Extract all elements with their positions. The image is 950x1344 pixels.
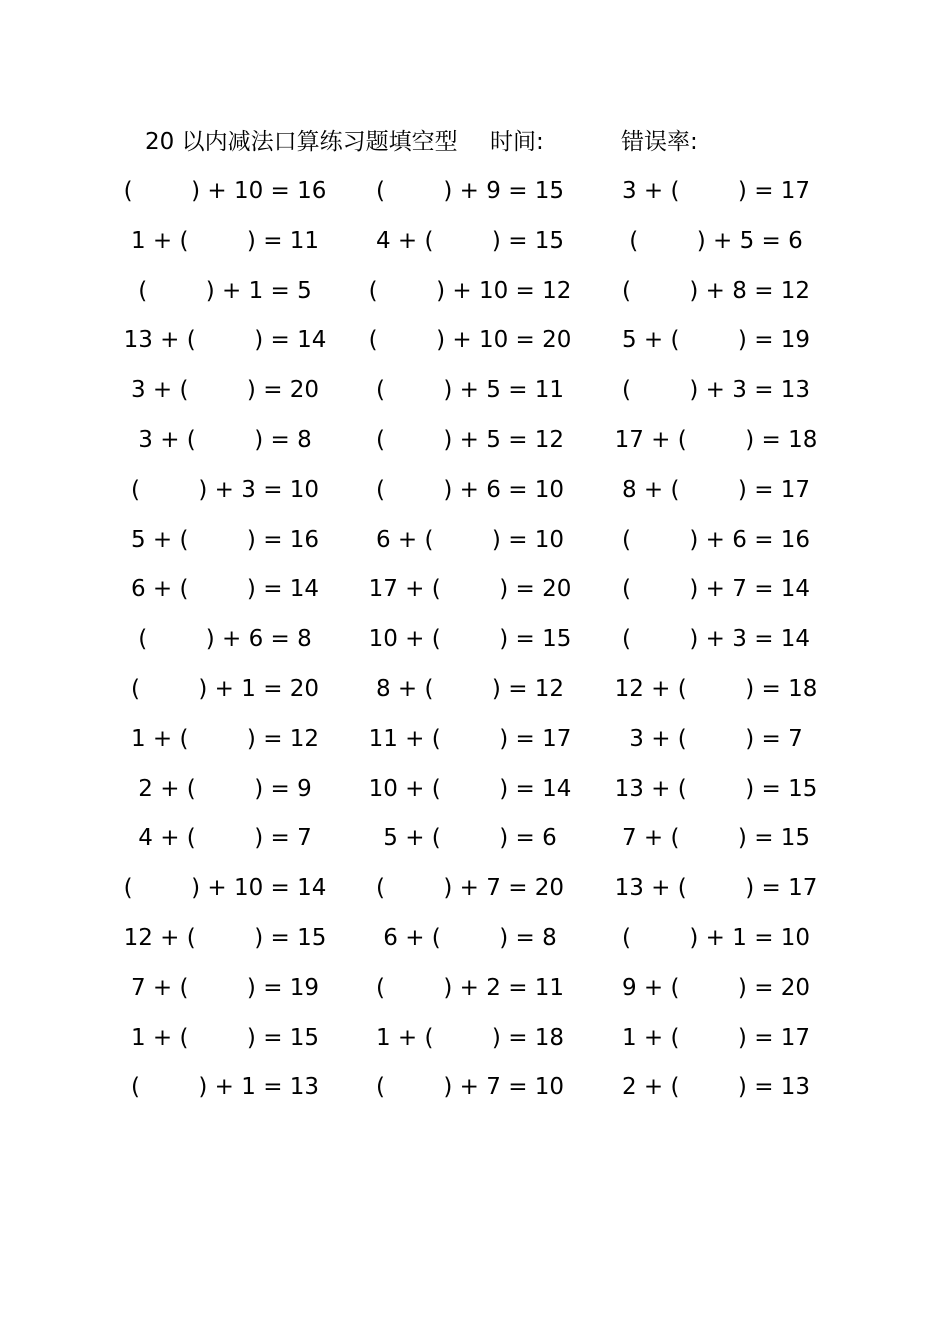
problem-item: 4 + ( ) = 15 bbox=[375, 227, 565, 254]
time-label: 时间: bbox=[490, 129, 544, 155]
problem-item: ( ) + 3 = 14 bbox=[621, 626, 811, 653]
problem-item: ( ) + 1 = 5 bbox=[138, 277, 312, 304]
problem-item: 7 + ( ) = 15 bbox=[621, 825, 811, 852]
problem-item: 17 + ( ) = 18 bbox=[614, 427, 818, 453]
problem-item: 6 + ( ) = 8 bbox=[383, 925, 557, 951]
problem-item: ( ) + 5 = 11 bbox=[375, 377, 565, 404]
problem-item: 6 + ( ) = 10 bbox=[375, 526, 565, 553]
problem-item: 9 + ( ) = 20 bbox=[621, 974, 811, 1001]
problem-item: 1 + ( ) = 18 bbox=[375, 1024, 565, 1051]
problem-item: 1 + ( ) = 15 bbox=[130, 1024, 320, 1051]
problem-item: ( ) + 6 = 10 bbox=[375, 476, 565, 503]
problem-item: 3 + ( ) = 20 bbox=[130, 377, 320, 404]
problem-item: 1 + ( ) = 11 bbox=[130, 227, 320, 254]
problem-item: 8 + ( ) = 17 bbox=[621, 476, 811, 503]
problem-item: ( ) + 10 = 12 bbox=[368, 277, 572, 304]
problem-item: 12 + ( ) = 15 bbox=[123, 925, 327, 951]
problem-item: ( ) + 5 = 12 bbox=[375, 427, 565, 453]
problem-item: 13 + ( ) = 14 bbox=[123, 327, 327, 354]
problem-item: ( ) + 3 = 13 bbox=[621, 377, 811, 404]
problem-item: ( ) + 3 = 10 bbox=[130, 476, 320, 503]
problem-item: 1 + ( ) = 17 bbox=[621, 1024, 811, 1051]
problem-item: 5 + ( ) = 19 bbox=[621, 327, 811, 354]
problem-item: 6 + ( ) = 14 bbox=[130, 576, 320, 603]
problem-item: 3 + ( ) = 7 bbox=[629, 725, 803, 752]
problem-item: 5 + ( ) = 6 bbox=[383, 825, 557, 852]
problem-item: 3 + ( ) = 8 bbox=[138, 427, 312, 453]
problem-item: ( ) + 7 = 10 bbox=[375, 1074, 565, 1101]
problem-item: ( ) + 10 = 20 bbox=[368, 327, 572, 354]
problem-item: 7 + ( ) = 19 bbox=[130, 974, 320, 1001]
problem-item: ( ) + 2 = 11 bbox=[375, 974, 565, 1001]
problem-item: 2 + ( ) = 13 bbox=[621, 1074, 811, 1101]
problem-item: ( ) + 8 = 12 bbox=[621, 277, 811, 304]
problem-item: 2 + ( ) = 9 bbox=[138, 775, 312, 802]
problem-item: 13 + ( ) = 17 bbox=[614, 875, 818, 902]
problem-item: 17 + ( ) = 20 bbox=[368, 576, 572, 603]
problem-item: ( ) + 7 = 14 bbox=[621, 576, 811, 603]
problem-item: ( ) + 10 = 14 bbox=[123, 875, 327, 902]
problem-item: 10 + ( ) = 15 bbox=[368, 626, 572, 653]
problem-item: 8 + ( ) = 12 bbox=[375, 676, 565, 702]
problem-item: 1 + ( ) = 12 bbox=[130, 725, 320, 752]
problem-item: 5 + ( ) = 16 bbox=[130, 526, 320, 553]
problem-item: 11 + ( ) = 17 bbox=[368, 725, 572, 752]
problem-item: 3 + ( ) = 17 bbox=[621, 178, 811, 204]
problem-item: 10 + ( ) = 14 bbox=[368, 775, 572, 802]
problem-item: 12 + ( ) = 18 bbox=[614, 676, 818, 702]
problem-item: ( ) + 6 = 16 bbox=[621, 526, 811, 553]
problem-item: ( ) + 5 = 6 bbox=[629, 227, 803, 254]
problem-item: ( ) + 1 = 13 bbox=[130, 1074, 320, 1101]
problem-item: 13 + ( ) = 15 bbox=[614, 775, 818, 802]
problem-item: ( ) + 1 = 10 bbox=[621, 925, 811, 951]
problem-item: ( ) + 9 = 15 bbox=[375, 178, 565, 204]
problem-item: ( ) + 10 = 16 bbox=[123, 178, 327, 204]
worksheet-title: 20 以内减法口算练习题填空型 bbox=[145, 129, 458, 155]
problem-item: 4 + ( ) = 7 bbox=[138, 825, 312, 852]
problem-item: ( ) + 1 = 20 bbox=[130, 676, 320, 702]
problem-item: ( ) + 7 = 20 bbox=[375, 875, 565, 902]
problem-item: ( ) + 6 = 8 bbox=[138, 626, 312, 653]
error-rate-label: 错误率: bbox=[621, 129, 698, 155]
